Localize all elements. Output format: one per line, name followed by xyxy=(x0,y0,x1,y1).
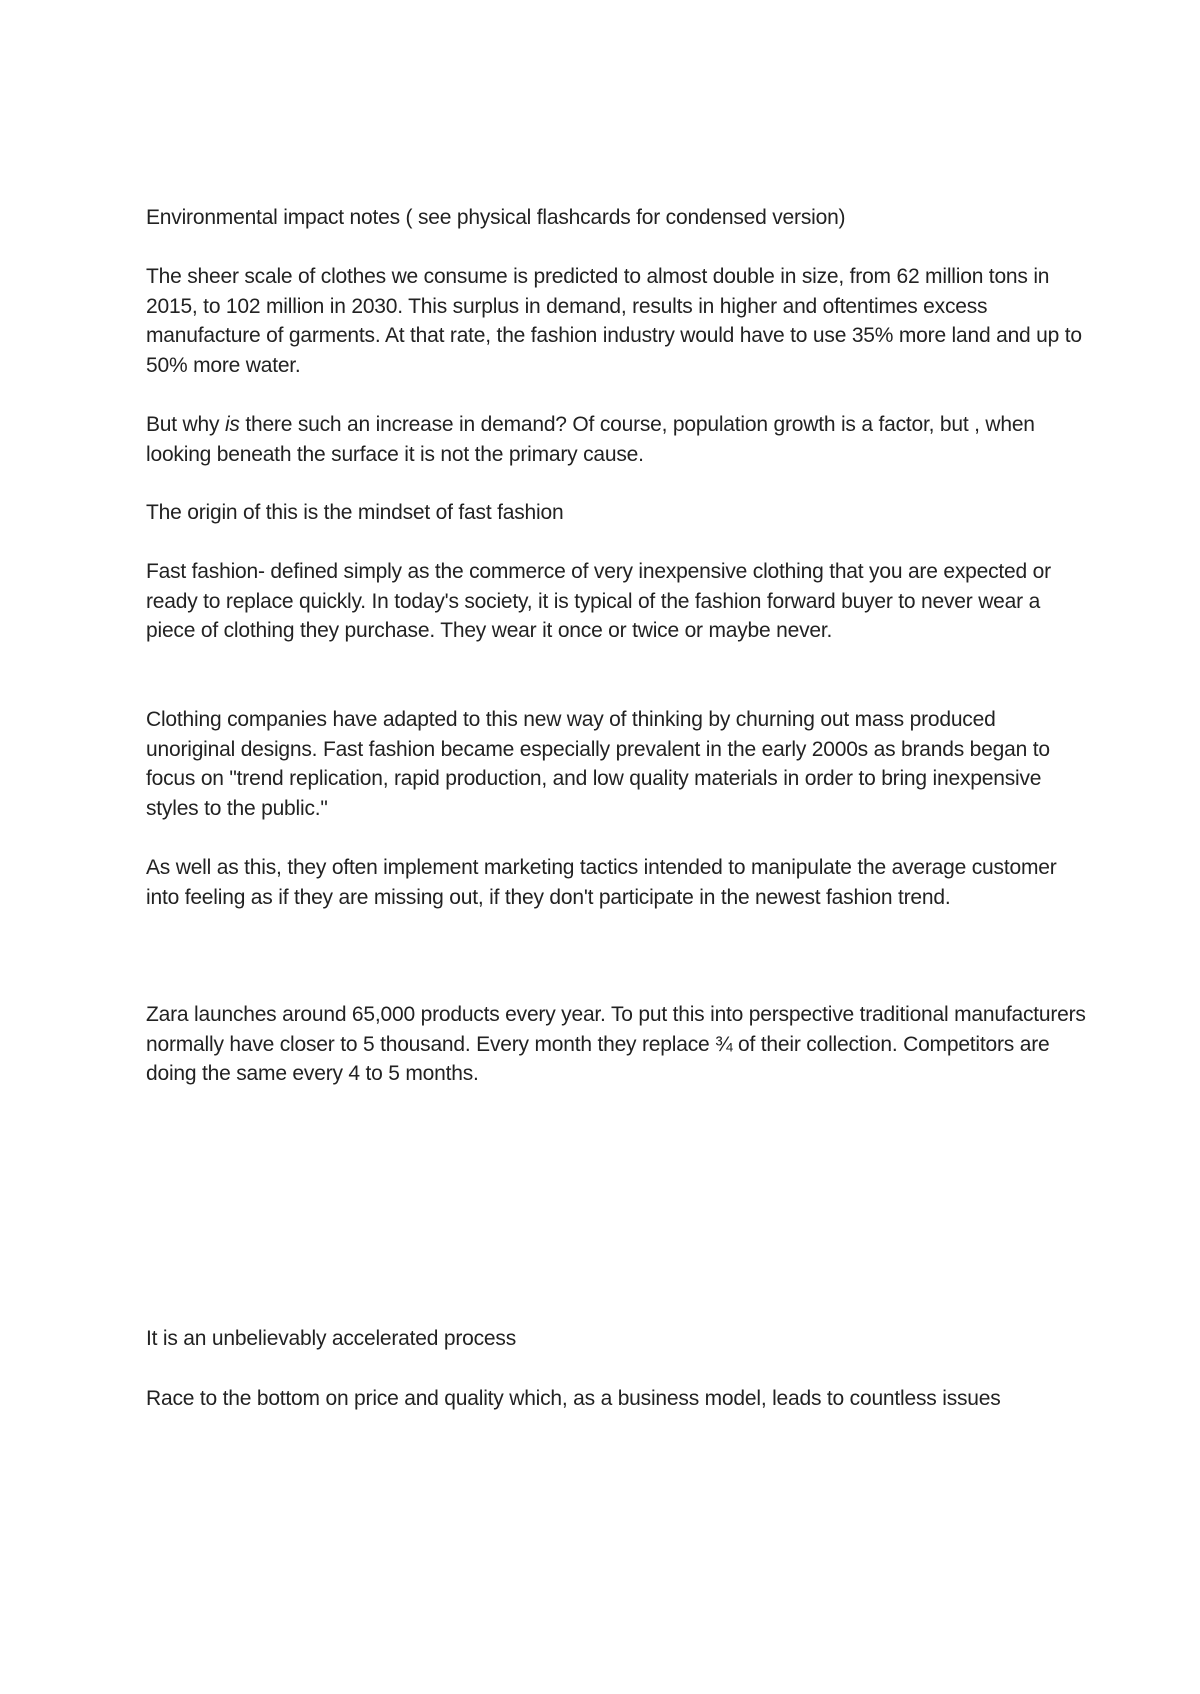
paragraph-demand-question xyxy=(146,410,1086,469)
paragraph-marketing-tactics: As well as this, they often implement marketing tactics intended to manipulate the average customer into feeling as if they are missing out, if they don't participate in the newest fashion trend. xyxy=(146,856,1057,909)
paragraph-fast-fashion-definition: Fast fashion- defined simply as the commerce of very inexpensive clothing that you are expected or ready to replace quickly. In today's society, it is typical of the fashion forward buyer to never wear a piece of clothing they purchase. They wear it once or twice or maybe never. xyxy=(146,560,1051,642)
paragraph-demand-question-start: But why xyxy=(146,413,225,436)
paragraph-consumption-scale: The sheer scale of clothes we consume is predicted to almost double in size, from 62 million tons in 2015, to 102 million in 2030. This surplus in demand, results in higher and oftentimes excess manufacture of garments. At that rate, the fashion industry would have to use 35% more land and up to 50% more water. xyxy=(146,265,1082,377)
paragraph-origin: The origin of this is the mindset of fast fashion xyxy=(146,501,564,524)
paragraph-zara: Zara launches around 65,000 products every year. To put this into perspective traditional manufacturers normally have closer to 5 thousand. Every month they replace ¾ of their collection. Competitors are doing the same every 4 to 5 months. xyxy=(146,1003,1086,1085)
paragraph-race-to-bottom: Race to the bottom on price and quality which, as a business model, leads to countless issues xyxy=(146,1387,1001,1410)
emphasis-is: is xyxy=(224,413,240,436)
paragraph-clothing-companies: Clothing companies have adapted to this new way of thinking by churning out mass produced unoriginal designs. Fast fashion became especially prevalent in the early 2000s as brands began to focus on "trend replication, rapid production, and low quality materials in order to bring inexpensive styles to the public." xyxy=(146,708,1050,820)
document-title: Environmental impact notes ( see physical flashcards for condensed version) xyxy=(146,206,846,229)
paragraph-accelerated-process: It is an unbelievably accelerated process xyxy=(146,1327,517,1350)
paragraph-demand-question-end: there such an increase in demand? Of course, population growth is a factor, but , when looking beneath the surface it is not the primary cause. xyxy=(146,413,1035,466)
